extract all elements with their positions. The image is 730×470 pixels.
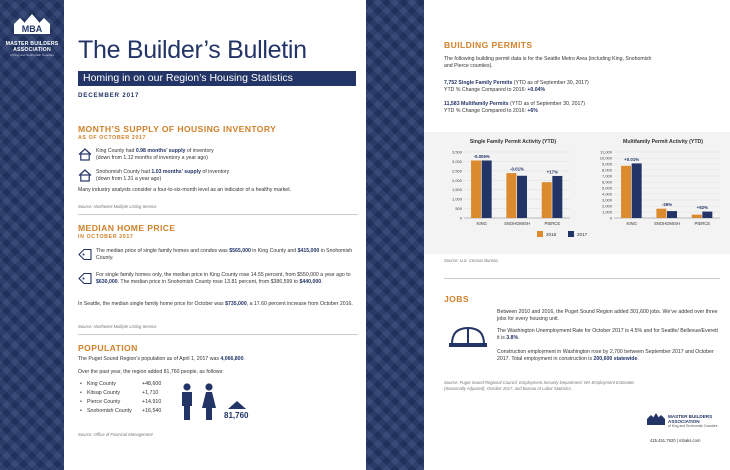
bulletin-title: The Builder’s Bulletin bbox=[78, 36, 307, 64]
bar-2017 bbox=[482, 160, 492, 218]
population-title: POPULATION bbox=[78, 343, 138, 353]
jobs-p1: Between 2010 and 2016, the Puget Sound Region added 301,600 jobs. We’ve added over three jobs for every housing unit. bbox=[497, 309, 718, 322]
svg-text:MBA: MBA bbox=[21, 24, 43, 34]
county-name: King County bbox=[87, 381, 116, 387]
house-icon bbox=[78, 148, 92, 161]
county-name: Snohomish County bbox=[87, 408, 132, 414]
bulletin-subtitle-bar: Homing in on our Region’s Housing Statistics bbox=[78, 71, 356, 86]
left-panel bbox=[64, 0, 366, 470]
people-icon bbox=[177, 382, 221, 422]
y-tick-label: 1,500 bbox=[451, 187, 462, 193]
supply-snohomish: Snohomish County had 1.03 months’ supply of inventory (down from 1.31 a year ago) bbox=[96, 169, 230, 182]
divider bbox=[78, 214, 358, 215]
county-value: +16,540 bbox=[142, 408, 162, 414]
y-tick-label: 3,500 bbox=[451, 149, 462, 155]
chart-title: Single Family Permit Activity (YTD) bbox=[469, 139, 557, 145]
jobs-p3: Construction employment in Washington rose by 2,700 between September 2017 and October 2017. Total employment in construction is 200,600 statewide. bbox=[497, 349, 714, 362]
county-value: +14,910 bbox=[142, 399, 162, 405]
footer-contact: 425.451.7920 | mbaks.com bbox=[650, 438, 701, 443]
median-title: MEDIAN HOME PRICE bbox=[78, 223, 176, 233]
y-tick-label: 7,000 bbox=[601, 173, 612, 179]
jobs-source-line2: (Seasonally Adjusted), October 2017, and Bureau of Labor Statistics. bbox=[444, 386, 572, 391]
legend-swatch-2016 bbox=[537, 231, 543, 237]
county-value: +48,600 bbox=[142, 381, 162, 387]
price-tag-icon bbox=[78, 272, 92, 285]
population-source: Source: Office of Financial Management bbox=[78, 432, 153, 437]
legend-label-2017: 2017 bbox=[577, 232, 588, 237]
bar-2017 bbox=[552, 176, 562, 218]
bar-2016 bbox=[506, 173, 516, 218]
county-name: Pierce County bbox=[87, 399, 121, 405]
supply-subtitle: AS OF OCTOBER 2017 bbox=[78, 135, 147, 141]
bar-2016 bbox=[621, 166, 631, 218]
house-icon bbox=[78, 169, 92, 182]
houses-logo-icon bbox=[12, 12, 52, 36]
right-panel bbox=[424, 0, 730, 470]
y-tick-label: 2,000 bbox=[451, 177, 462, 183]
x-tick-label: PIERCE bbox=[694, 221, 711, 226]
footer-logo-line1: MASTER BUILDERS bbox=[668, 414, 713, 419]
logo-name-line2: ASSOCIATION bbox=[13, 47, 51, 53]
y-tick-label: 9,000 bbox=[601, 161, 612, 167]
jobs-source-line1: Source: Puget Sound Regional Council, Employment Security Department: WA Employment Estimates bbox=[444, 380, 635, 385]
y-tick-label: 8,000 bbox=[601, 167, 612, 173]
y-tick-label: 11,000 bbox=[600, 149, 612, 155]
x-tick-label: SNOHOMISH bbox=[504, 221, 530, 226]
bullet-icon: • bbox=[80, 408, 82, 414]
logo-subline: of King and Snohomish Counties bbox=[10, 53, 54, 57]
change-annotation: -0.005% bbox=[473, 153, 490, 159]
bar-2016 bbox=[656, 209, 666, 218]
median-source: Source: Northwest Multiple Listing Service bbox=[78, 324, 157, 329]
permit-charts-panel bbox=[424, 132, 730, 254]
y-tick-label: 3,000 bbox=[601, 197, 612, 203]
change-annotation: -0.01% bbox=[510, 166, 524, 172]
bar-2017 bbox=[667, 211, 677, 218]
x-tick-label: KING bbox=[476, 221, 487, 226]
change-annotation: +0.01% bbox=[624, 156, 640, 162]
chart-title: Multifamily Permit Activity (YTD) bbox=[623, 139, 703, 145]
jobs-title: JOBS bbox=[444, 294, 470, 304]
bullet-icon: • bbox=[80, 390, 82, 396]
bar-2017 bbox=[632, 163, 642, 218]
change-annotation: +92% bbox=[696, 205, 709, 211]
y-tick-label: 1,000 bbox=[451, 196, 462, 202]
y-tick-label: 0 bbox=[609, 215, 612, 221]
permits-single-family: 7,752 Single Family Permits (YTD as of September 30, 2017) YTD % Change Compared to 2016: +0.04% bbox=[444, 80, 589, 93]
y-tick-label: 6,000 bbox=[601, 179, 612, 185]
y-tick-label: 3,000 bbox=[451, 158, 462, 164]
mba-logo bbox=[0, 12, 64, 57]
supply-note: Many industry analysts consider a four-to-six-month level as an indicator of a healthy market. bbox=[78, 187, 292, 193]
y-tick-label: 0 bbox=[459, 215, 462, 221]
bar-2016 bbox=[692, 215, 702, 218]
up-arrow-icon bbox=[228, 401, 246, 409]
bullet-icon: • bbox=[80, 381, 82, 387]
permits-source: Source: U.S. Census Bureau bbox=[444, 258, 498, 263]
issue-date: DECEMBER 2017 bbox=[78, 92, 140, 99]
hardhat-tools-icon bbox=[446, 314, 490, 358]
change-annotation: +17% bbox=[546, 169, 559, 175]
median-p3: In Seattle, the median single family home price for October was $735,000, a 17.60 percent increase from October 2016. bbox=[78, 301, 353, 307]
supply-king: King County had 0.98 months’ supply of inventory (down from 1.12 months of inventory a year ago) bbox=[96, 148, 214, 161]
x-tick-label: KING bbox=[626, 221, 637, 226]
permits-intro: The following building permit data is for the Seattle Metro Area (including King, Snohomish and Pierce counties). bbox=[444, 56, 652, 69]
y-tick-label: 2,500 bbox=[451, 168, 462, 174]
median-subtitle: IN OCTOBER 2017 bbox=[78, 234, 134, 240]
y-tick-label: 4,000 bbox=[601, 191, 612, 197]
y-tick-label: 5,000 bbox=[601, 185, 612, 191]
jobs-p2: The Washington Unemployment Rate for October 2017 is 4.5% and for Seattle/ Bellevue/Everett it is 3.8%. bbox=[497, 328, 718, 341]
middle-chevron-band bbox=[366, 0, 424, 470]
permits-title: BUILDING PERMITS bbox=[444, 40, 533, 50]
y-tick-label: 1,000 bbox=[601, 209, 612, 215]
median-p1: The median price of single family homes and condos was $565,000 in King County and $415,000 in Snohomish County. bbox=[96, 248, 353, 261]
footer-logo-line2: ASSOCIATION bbox=[668, 419, 700, 424]
county-value: +1,710 bbox=[142, 390, 159, 396]
supply-source: Source: Northwest Multiple Listing Service bbox=[78, 204, 157, 209]
bar-2017 bbox=[702, 212, 712, 218]
permit-charts-svg bbox=[424, 132, 730, 254]
median-p2: For single family homes only, the median price in King County rose 14.55 percent, from $550,000 a year ago to $630,000. The median price in Snohomish County rose 13.81 percent, from $386,599 to $440,000. bbox=[96, 272, 351, 285]
bar-2016 bbox=[542, 182, 552, 218]
x-tick-label: SNOHOMISH bbox=[654, 221, 680, 226]
bar-2017 bbox=[517, 176, 527, 218]
county-name: Kitsap County bbox=[87, 390, 120, 396]
footer-logo-sub: of King and Snohomish Counties bbox=[668, 424, 718, 428]
y-tick-label: 2,000 bbox=[601, 203, 612, 209]
left-chevron-band bbox=[0, 0, 64, 470]
population-over: Over the past year, the region added 81,760 people, as follows: bbox=[78, 369, 224, 375]
legend-label-2016: 2016 bbox=[546, 232, 557, 237]
divider bbox=[78, 334, 358, 335]
supply-title: MONTH’S SUPPLY OF HOUSING INVENTORY bbox=[78, 124, 277, 134]
logo-name-line1: MASTER BUILDERS bbox=[5, 41, 59, 47]
population-intro: The Puget Sound Region’s population as of April 1, 2017 was 4,066,800. bbox=[78, 356, 245, 362]
permits-multifamily: 11,583 Multifamily Permits (YTD as of September 30, 2017) YTD % Change Compared to 2016: +6% bbox=[444, 101, 586, 114]
y-tick-label: 500 bbox=[455, 206, 462, 212]
price-tag-icon bbox=[78, 248, 92, 261]
footer-logo-icon bbox=[646, 412, 666, 426]
bar-2016 bbox=[471, 160, 481, 218]
legend-swatch-2017 bbox=[568, 231, 574, 237]
population-added: 81,760 bbox=[224, 411, 249, 420]
y-tick-label: 10,000 bbox=[599, 155, 612, 161]
divider bbox=[444, 278, 720, 279]
x-tick-label: PIERCE bbox=[544, 221, 561, 226]
change-annotation: -26% bbox=[661, 202, 673, 208]
bullet-icon: • bbox=[80, 399, 82, 405]
